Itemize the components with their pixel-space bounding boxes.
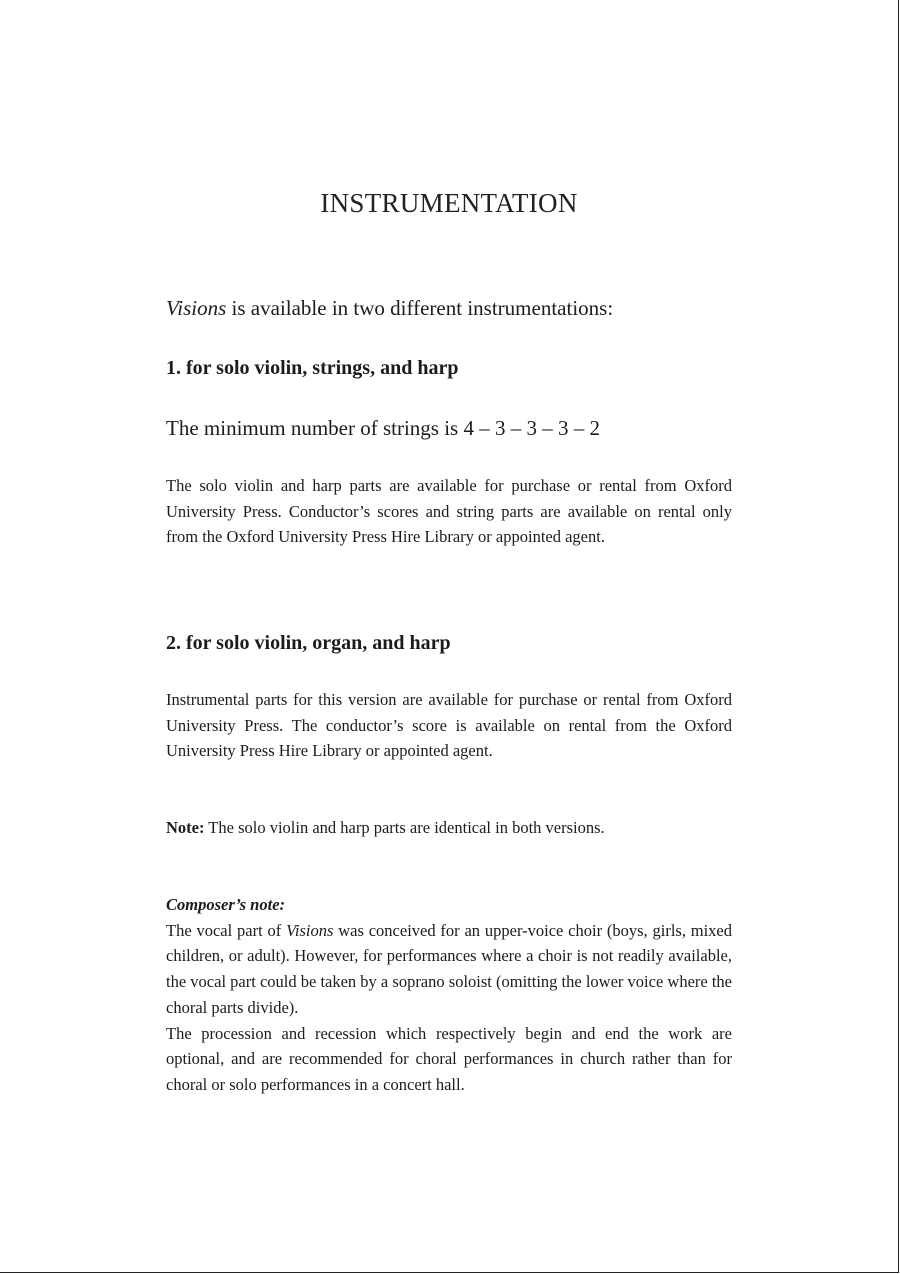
note-paragraph (166, 815, 732, 841)
composers-note-text-before: The vocal part of (166, 920, 287, 940)
composers-note-text-after: was conceived for an upper-voice choir (boys, girls, mixed children, or adult). However, for performances where a choir is not readily available, the vocal part could be taken by a soprano soloist (omitting the lower voice where the choral parts divide). (166, 920, 733, 1017)
minimum-strings-text: The minimum number of strings is 4 – 3 – 3 – 3 – 2 (166, 416, 600, 440)
composers-note (166, 892, 732, 1098)
section-2-heading: 2. for solo violin, organ, and harp (166, 632, 451, 654)
note-text: The solo violin and harp parts are identical in both versions. (204, 818, 605, 837)
work-title: Visions (166, 296, 227, 320)
intro-text: is available in two different instrumentations: (226, 296, 614, 320)
section-1-paragraph: The solo violin and harp parts are available for purchase or rental from Oxford University Press. Conductor’s scores and string parts are available on rental only from the Oxford University Press Hire Library or appointed agent. (166, 476, 732, 547)
composers-note-paragraph-2: The procession and recession which respectively begin and end the work are optional, and are recommended for choral performances in church rather than for choral or solo performances in a concert hall. (166, 1023, 732, 1094)
section-1-heading: 1. for solo violin, strings, and harp (166, 357, 459, 379)
note-label: Note: (166, 818, 205, 837)
section-2-paragraph: Instrumental parts for this version are available for purchase or rental from Oxford University Press. The conductor’s score is available on rental from the Oxford University Press Hire Library or appointed agent. (166, 690, 732, 761)
intro-sentence (166, 293, 732, 323)
page-title: INSTRUMENTATION (320, 188, 578, 218)
composers-note-work-title: Visions (286, 920, 334, 940)
composers-note-paragraph-1 (166, 918, 732, 1021)
composers-note-heading: Composer’s note: (166, 895, 286, 914)
